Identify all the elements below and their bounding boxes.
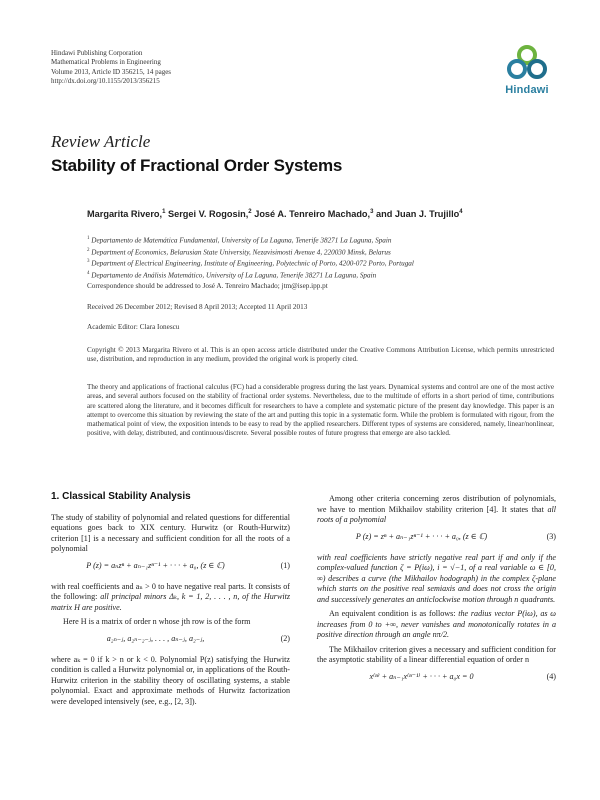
author-sup: 1 <box>162 209 166 215</box>
copyright: Copyright © 2013 Margarita Rivero et al. This is an open access article distributed under the Creative Commons Attribution License, which permits unrestricted use, distribution, and reproduction in any medium, provided the original work is properly cited. <box>87 346 554 364</box>
paragraph: where aₖ = 0 if k > n or k < 0. Polynomial P(z) satisfying the Hurwitz condition is called a Hurwitz polynomial or, in applications of the Routh-Hurwitz criterion in the stability theory of oscillating systems, a stable polynomial. Exact and approximate methods of Hurwitz factorization were developed intensively (see, e.g., [2, 3]). <box>51 654 290 706</box>
section-title: 1. Classical Stability Analysis <box>51 491 191 502</box>
hindawi-logo <box>498 44 556 106</box>
equation-1 <box>51 561 290 574</box>
paragraph: with real coefficients and aₙ > 0 to have negative real parts. It consists of the following: all principal minors Δₖ, k = 1, 2, . . . , n, of the Hurwitz matrix H are positive. <box>51 581 290 612</box>
equation-3 <box>317 532 556 545</box>
affiliation: $^4$ Departamento de Análisis Matemático, University of La Laguna, Tenerife 38271 La Laguna, Spain <box>87 270 377 280</box>
equation-4 <box>317 672 556 685</box>
journal-name: Mathematical Problems in Engineering <box>51 58 161 67</box>
publisher: Hindawi Publishing Corporation <box>51 49 143 57</box>
dates: Received 26 December 2012; Revised 8 April 2013; Accepted 11 April 2013 <box>87 303 308 311</box>
author-sup: 2 <box>248 209 252 215</box>
hindawi-logo-icon <box>505 44 549 84</box>
equation-body: P (z) = aₙzⁿ + aₙ₋₁zⁿ⁻¹ + · · · + a₀, (z ∈ ℂ) <box>86 560 225 570</box>
affiliations <box>87 234 414 280</box>
article-type: Review Article <box>51 132 151 151</box>
academic-editor: Academic Editor: Clara Ionescu <box>87 323 180 331</box>
author: José A. Tenreiro Machado, <box>254 209 371 220</box>
paragraph: An equivalent condition is as follows: the radius vector P(iω), as ω increases from 0 to +∞, never vanishes and monotonically rotates in a positive direction through an angle nπ/2. <box>317 609 556 639</box>
right-column <box>317 494 556 693</box>
equation-2 <box>51 634 290 647</box>
equation-number: (4) <box>546 671 556 681</box>
author: and Juan J. Trujillo <box>376 209 460 220</box>
author-sup: 3 <box>370 209 374 215</box>
equation-number: (1) <box>280 560 290 570</box>
logo-text: Hindawi <box>505 84 549 96</box>
doi-link[interactable]: http://dx.doi.org/10.1155/2013/356215 <box>51 77 160 86</box>
affiliation: $^1$ Departamento de Matemática Fundamental, University of La Laguna, Tenerife 38271 La Laguna, Spain <box>87 236 392 245</box>
abstract: The theory and applications of fractional calculus (FC) had a considerable progress during the last years. Dynamical systems and control are one of the most active areas, and several authors focused on the stability of fractional order systems. Nevertheless, due to the multitude of efforts in a short period of time, contributions are scattered along the literature, and it becomes difficult for researchers to have a complete and systematic picture of the present day knowledge. This paper is an attempt to overcome this situation by reviewing the state of the art and putting this topic in a systematic form. While the problem is formulated with rigour, from the mathematical point of view, the exposition intends to be easy to read by the applied researchers. Different types of systems are considered, namely, linear/nonlinear, positive, with delay, distributed, and continuous/discrete. Several possible routes of future progress that emerge are also tackled. <box>87 383 554 438</box>
equation-number: (2) <box>280 633 290 643</box>
paragraph: The study of stability of polynomial and related questions for differential equations goes back to XIX century. Hurwitz (or Routh-Hurwitz) criterion [1] is a necessary and sufficient condition for all the roots of a polynomial <box>51 512 290 553</box>
paragraph: The Mikhailov criterion gives a necessary and sufficient condition for the asymptotic stability of a linear differential equation of order n <box>317 644 556 664</box>
left-column <box>51 490 290 711</box>
article-title: Stability of Fractional Order Systems <box>51 156 343 175</box>
volume-info: Volume 2013, Article ID 356215, 14 pages <box>51 67 172 76</box>
author: Sergei V. Rogosin, <box>167 209 249 220</box>
equation-number: (3) <box>546 531 556 541</box>
correspondence: Correspondence should be addressed to José A. Tenreiro Machado; jtm@isep.ipp.pt <box>87 282 328 290</box>
journal-metadata <box>51 49 171 87</box>
author-sup: 4 <box>459 209 463 215</box>
affiliation: $^2$ Department of Economics, Belarusian State University, Nezavisimosti Avenue 4, 220030 Minsk, Belarus <box>87 247 391 256</box>
equation-body: x⁽ⁿ⁾ + aₙ₋₁x⁽ⁿ⁻¹⁾ + · · · + a₀x = 0 <box>369 671 474 681</box>
paragraph: with real coefficients have strictly negative real part if and only if the complex-valued function ζ = P(iω), i = √−1, of a real variable ω ∈ [0, ∞) describes a curve (the Mikhailov hodograph) in the complex ζ-plane which starts on the positive real semiaxis and does not cross the origin and successively generates an anticlockwise motion through n quadrants. <box>317 552 556 604</box>
equation-body: a₂ₙ₋ⱼ, a₂ₙ₋₂₋ⱼ, . . . , aₙ₋ⱼ, a₂₋ⱼ, <box>106 633 205 643</box>
equation-body: P (z) = zⁿ + aₙ₋₁zⁿ⁻¹ + · · · + a₀, (z ∈ ℂ) <box>355 531 488 541</box>
paragraph: Among other criteria concerning zeros distribution of polynomials, we have to mention Mikhailov stability criterion [4]. It states that all roots of a polynomial <box>317 494 556 524</box>
affiliation: $^3$ Department of Electrical Engineering, Institute of Engineering, Polytechnic of Porto, 4200-072 Porto, Portugal <box>87 259 414 268</box>
author: Margarita Rivero, <box>87 209 163 220</box>
author-list <box>87 209 463 219</box>
paragraph: Here H is a matrix of order n whose jth row is of the form <box>63 617 251 626</box>
